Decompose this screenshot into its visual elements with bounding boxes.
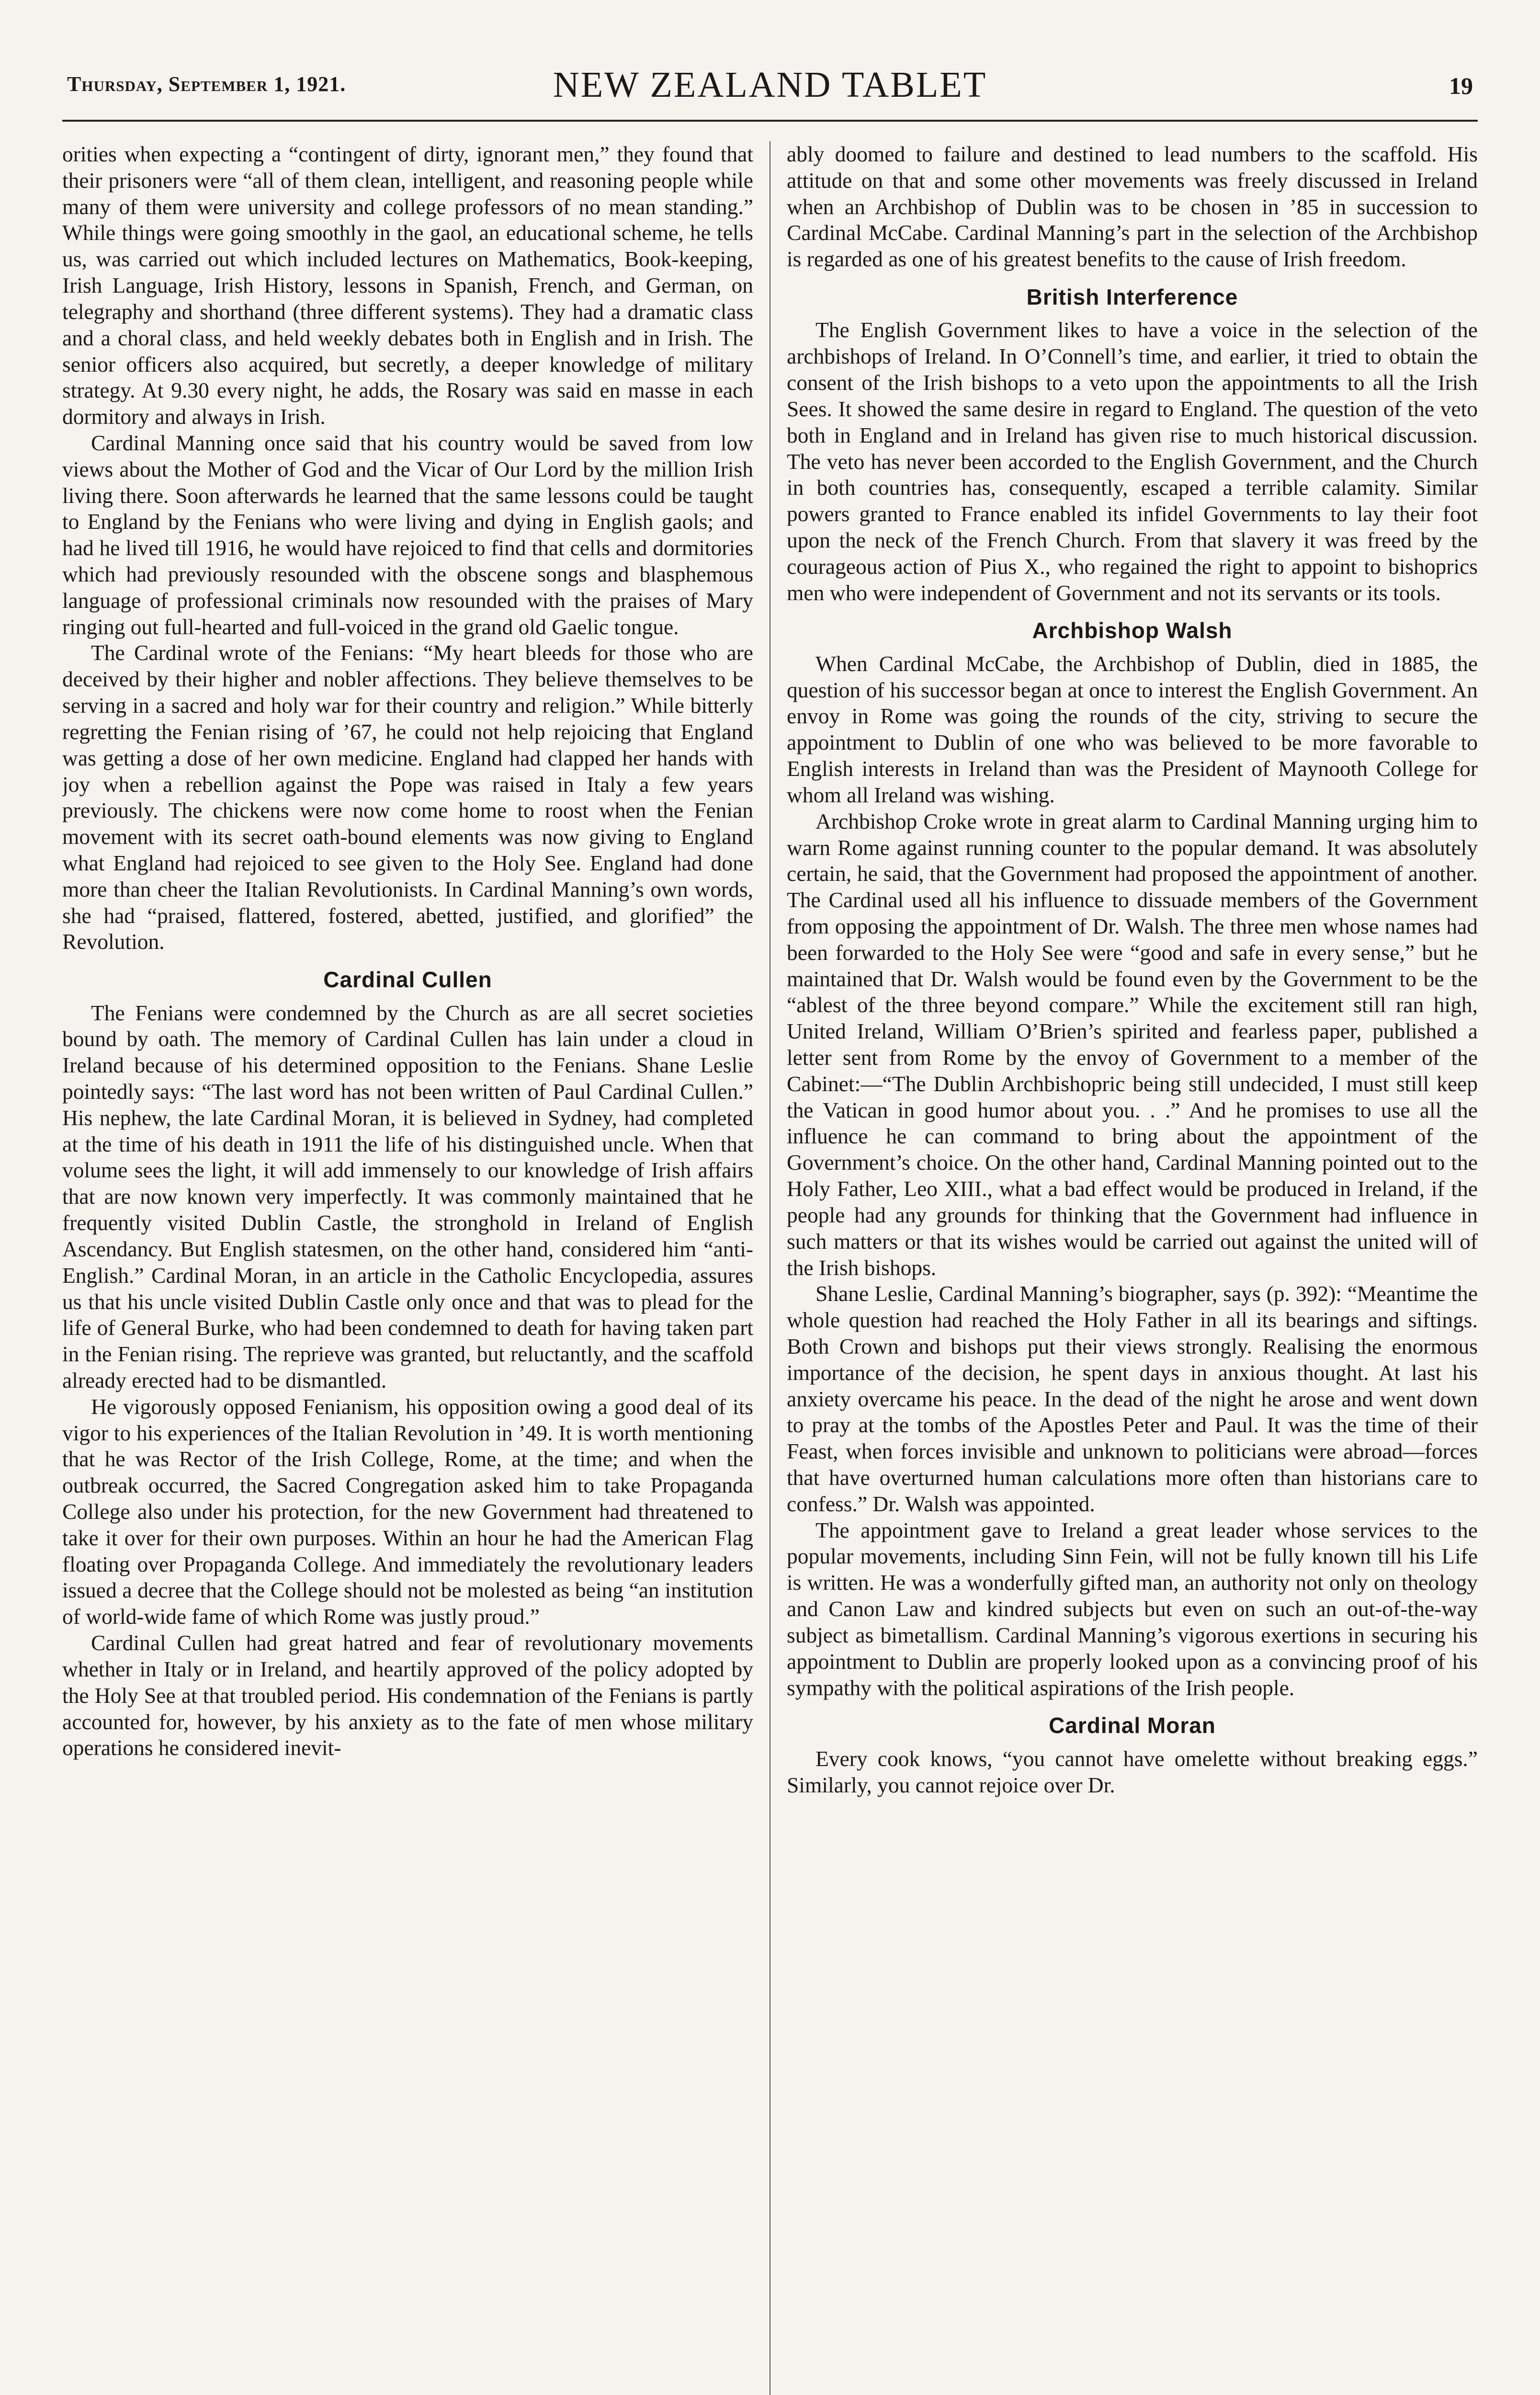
right-column — [787, 141, 1478, 2395]
page-number: 19 — [1449, 72, 1473, 99]
section-heading-walsh: Archbishop Walsh — [1032, 618, 1233, 643]
paragraph: The Fenians were condemned by the Church as are all secret societies bound by oath. The memory of Cardinal Cullen has lain under a cloud in Ireland because of his determined opposition to the Fenians. Shane Leslie pointedly says: “The last word has not been written of Paul Cardinal Cullen.” His nephew, the late Cardinal Moran, it is believed in Sydney, had completed at the time of his death in 1911 the life of his distinguished uncle. When that volume sees the light, it will add immensely to our knowledge of Irish affairs that are now known very imperfectly. It was commonly maintained that he frequently visited Dublin Castle, the stronghold in Ireland of English Ascendancy. But English statesmen, on the other hand, considered him “anti-English.” Cardinal Moran, in an article in the Catholic Encyclopedia, assures us that his uncle visited Dublin Castle only once and that was to plead for the life of General Burke, who had been condemned to death for having taken part in the Fenian rising. The reprieve was granted, but reluctantly, and the scaffold already erected had to be dismantled. — [62, 1000, 753, 1392]
paragraph: Every cook knows, “you cannot have omelette without breaking eggs.” Similarly, you cannot rejoice over Dr. — [787, 1746, 1478, 1797]
section-heading-moran: Cardinal Moran — [1049, 1713, 1216, 1738]
paragraph: orities when expecting a “contingent of dirty, ignorant men,” they found that their prisoners were “all of them clean, intelligent, and reasoning people while many of them were university and college professors of no mean standing.” While things were going smoothly in the gaol, an educational scheme, he tells us, was carried out which included lectures on Mathematics, Book-keeping, Irish Language, Irish History, lessons in Spanish, French, and German, on telegraphy and shorthand (three different systems). They had a dramatic class and a choral class, and held weekly debates both in English and in Irish. The senior officers also acquired, but secretly, a deeper knowledge of military strategy. At 9.30 every night, he adds, the Rosary was said en masse in each dormitory and always in Irish. — [62, 142, 753, 429]
article-columns — [62, 141, 1478, 2395]
paragraph: The Cardinal wrote of the Fenians: “My heart bleeds for those who are deceived by their higher and nobler affections. They believe themselves to be serving in a sacred and holy war for their country and religion.” While bitterly regretting the Fenian rising of ’67, he could not help rejoicing that England was getting a dose of her own medicine. England had clapped her hands with joy when a rebellion against the Pope was raised in Italy a few years previously. The chickens were now come home to roost when the Fenian movement with its secret oath-bound elements was now giving to England what England had rejoiced to see given to the Holy See. England had done more than cheer the Italian Revolutionists. In Cardinal Manning’s own words, she had “praised, flattered, fostered, abetted, justified, and glorified” the Revolution. — [62, 640, 753, 954]
paragraph: Cardinal Cullen had great hatred and fear of revolutionary movements whether in Italy or in Ireland, and heartily approved of the policy adopted by the Holy See at that troubled period. His condemnation of the Fenians is partly accounted for, however, by his anxiety as to the fate of men whose military operations he considered inevit- — [62, 1631, 753, 1760]
issue-date: Thursday, September 1, 1921. — [67, 72, 346, 96]
section-heading-british: British Interference — [1026, 285, 1238, 310]
paragraph: He vigorously opposed Fenianism, his opposition owing a good deal of its vigor to his experiences of the Italian Revolution in ’49. It is worth mentioning that he was Rector of the Irish College, Rome, at the time; and when the outbreak occurred, the Sacred Congregation asked him to take Propaganda College also under his protection, for the new Government had threatened to take it over for their own purposes. Within an hour he had the American Flag floating over Propaganda College. And immediately the revolutionary leaders issued a decree that the College should not be molested as being “an institution of world-wide fame of which Rome was justly proud.” — [62, 1394, 753, 1629]
paragraph: The appointment gave to Ireland a great leader whose services to the popular movements, including Sinn Fein, will not be fully known till his Life is written. He was a wonderfully gifted man, an authority not only on theology and Canon Law and kindred subjects but even on such an out-of-the-way subject as bimetallism. Cardinal Manning’s vigorous exertions in securing his appointment to Dublin are properly looked upon as a convincing proof of his sympathy with the political aspirations of the Irish people. — [787, 1517, 1478, 1700]
paragraph: When Cardinal McCabe, the Archbishop of Dublin, died in 1885, the question of his successor began at once to interest the English Government. An envoy in Rome was going the rounds of the city, striving to secure the appointment to Dublin of one who was believed to be more favorable to English interests in Ireland than was the President of Maynooth College for whom all Ireland was wishing. — [787, 651, 1478, 807]
paragraph: Shane Leslie, Cardinal Manning’s biographer, says (p. 392): “Meantime the whole question had reached the Holy Father in all its bearings and siftings. Both Crown and bishops put their views strongly. Realising the enormous importance of the decision, he spent days in anxious thought. At last his anxiety overcame his peace. In the dead of the night he arose and went down to pray at the tombs of the Apostles Peter and Paul. It was the time of their Feast, when forces invisible and unknown to politicians were abroad—forces that have overturned human calculations more often than historians care to confess.” Dr. Walsh was appointed. — [787, 1281, 1478, 1516]
paragraph: ably doomed to failure and destined to lead numbers to the scaffold. His attitude on that and some other movements was freely discussed in Ireland when an Archbishop of Dublin was to be chosen in ’85 in succession to Cardinal McCabe. Cardinal Manning’s part in the selection of the Archbishop is regarded as one of his greatest benefits to the cause of Irish freedom. — [787, 142, 1478, 272]
masthead-title: NEW ZEALAND TABLET — [553, 65, 987, 105]
section-heading-cullen: Cardinal Cullen — [323, 967, 492, 992]
paragraph: Archbishop Croke wrote in great alarm to Cardinal Manning urging him to warn Rome against running counter to the popular demand. It was absolutely certain, he said, that the Government had proposed the appointment of another. The Cardinal used all his influence to dissuade members of the Government from opposing the appointment of Dr. Walsh. The three men whose names had been forwarded to the Holy See were “good and safe in every sense,” but he maintained that Dr. Walsh would be found even by the Government to be the “ablest of the three beyond compare.” While the excitement still ran high, United Ireland, William O’Brien’s spirited and fearless paper, published a letter sent from Rome by the envoy of Government to a member of the Cabinet:—“The Dublin Archbishopric being still undecided, I must still keep the Vatican in good humor about you. . .” And he promises to use all the influence he can command to bring about the appointment of the Government’s choice. On the other hand, Cardinal Manning pointed out to the Holy Father, Leo XIII., what a bad effect would be produced in Ireland, if the people had any grounds for thinking that the Government had influence in such matters or that its wishes would be carried out against the united will of the Irish bishops. — [787, 809, 1478, 1280]
page-header — [62, 62, 1478, 122]
paragraph: The English Government likes to have a voice in the selection of the archbishops of Ireland. In O’Connell’s time, and earlier, it tried to obtain the consent of the Irish bishops to a veto upon the appointments to all the Irish Sees. It showed the same desire in regard to England. The question of the veto both in England and in Ireland has given rise to much historical discussion. The veto has never been accorded to the English Government, and the Church in both countries has, consequently, escaped a terrible calamity. Similar powers granted to France enabled its infidel Governments to lay their foot upon the neck of the French Church. From that slavery it was freed by the courageous action of Pius X., who regained the right to appoint to bishoprics men who were independent of Government and not its servants or its tools. — [787, 318, 1478, 605]
left-column — [62, 141, 753, 2395]
paragraph: Cardinal Manning once said that his country would be saved from low views about the Mother of God and the Vicar of Our Lord by the million Irish living there. Soon afterwards he learned that the same lessons could be taught to England by the Fenians who were living and dying in English gaols; and had he lived till 1916, he would have rejoiced to find that cells and dormitories which had previously resounded with the obscene songs and blasphemous language of professional criminals now resounded with the praises of Mary ringing out full-hearted and full-voiced in the grand old Gaelic tongue. — [62, 430, 753, 639]
